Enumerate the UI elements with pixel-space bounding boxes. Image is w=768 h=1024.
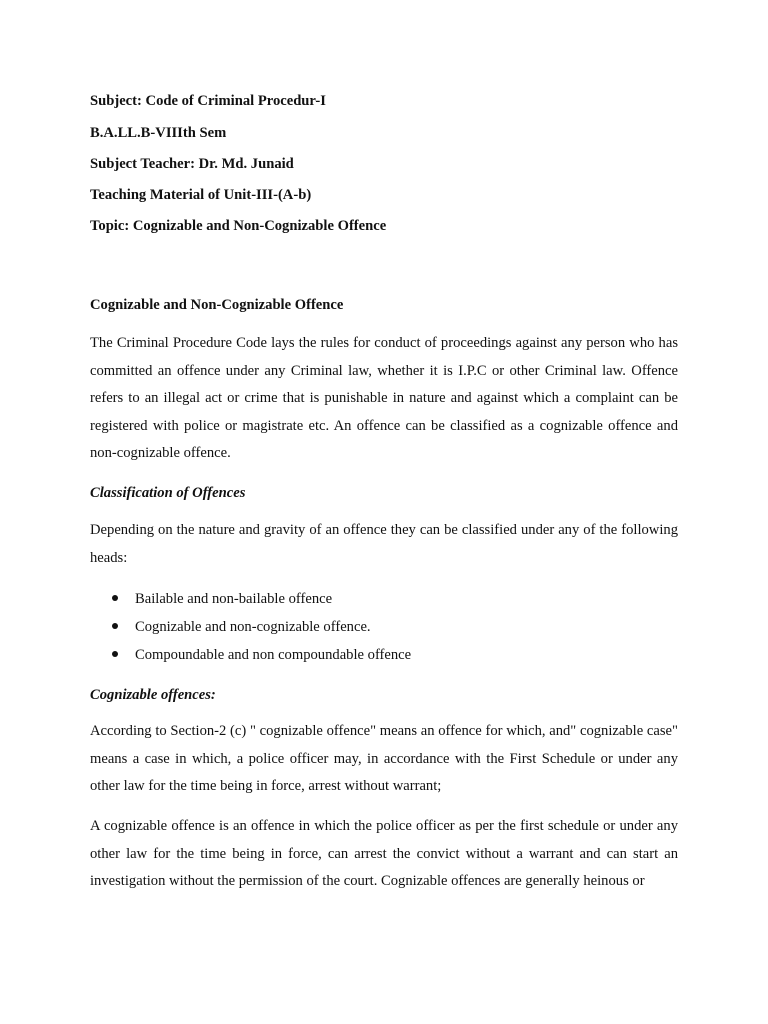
bullet-icon <box>112 623 118 629</box>
list-item: Bailable and non-bailable offence <box>90 590 678 618</box>
section-heading-classification: Classification of Offences <box>90 485 246 501</box>
explanation-paragraph: A cognizable offence is an offence in which the police officer as per the first schedule or under any other law for the time being in force, can arrest the convict without a warrant and can start an investigation without the permission of the court. Cognizable offences are generally heinous or <box>90 818 678 890</box>
intro-paragraph: The Criminal Procedure Code lays the rules for conduct of proceedings against any person who has committed an offence under any Criminal law, whether it is I.P.C or other Criminal law. Offence refers to an illegal act or crime that is punishable in nature and against which a complaint can be registered with police or magistrate etc. An offence can be classified as a cognizable offence and non-cognizable offence. <box>90 335 678 462</box>
list-item: Compoundable and non compoundable offence <box>90 646 678 674</box>
definition-paragraph: According to Section-2 (c) " cognizable offence" means an offence for which, and" cognizable case" means a case in which, a police officer may, in accordance with the First Schedule or under any other law for the time being in force, arrest without warrant; <box>90 723 678 795</box>
material-line: Teaching Material of Unit-III-(A-b) <box>90 187 312 203</box>
teacher-line: Subject Teacher: Dr. Md. Junaid <box>90 156 294 172</box>
course-line: B.A.LL.B-VIIIth Sem <box>90 125 227 141</box>
classification-list <box>90 590 678 674</box>
list-item: Cognizable and non-cognizable offence. <box>90 618 678 646</box>
subject-line: Subject: Code of Criminal Procedur-I <box>90 93 326 109</box>
section-heading-cognizable-offences: Cognizable offences: <box>90 687 216 703</box>
topic-line: Topic: Cognizable and Non-Cognizable Offence <box>90 218 387 234</box>
section-heading-cognizable-non-cognizable: Cognizable and Non-Cognizable Offence <box>90 297 344 313</box>
bullet-icon <box>112 651 118 657</box>
classification-paragraph: Depending on the nature and gravity of an offence they can be classified under any of the following heads: <box>90 522 678 566</box>
bullet-icon <box>112 595 118 601</box>
